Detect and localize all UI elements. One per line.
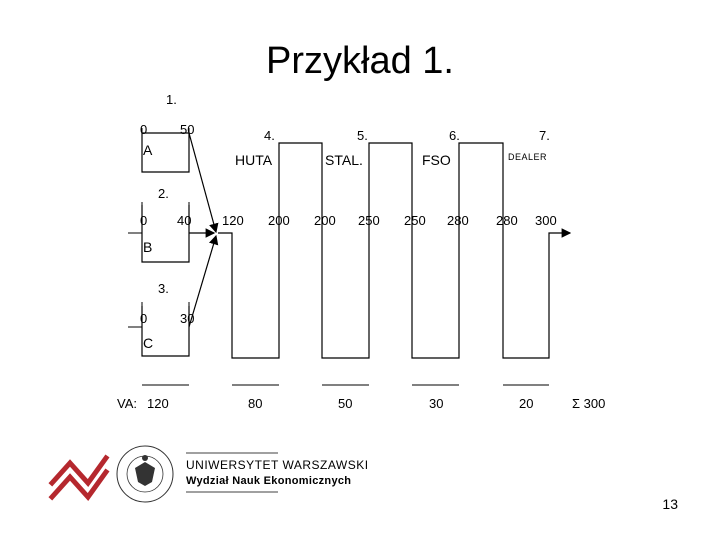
chain-7-number: 7. <box>539 128 550 143</box>
va-sum: Σ 300 <box>572 396 606 411</box>
stage-3-number: 3. <box>158 281 169 296</box>
chain-7-right-value: 300 <box>535 213 557 228</box>
stage-a-left-value: 0 <box>140 122 148 137</box>
stage-c-right-value: 30 <box>180 311 195 326</box>
chain-6-left-value: 250 <box>404 213 426 228</box>
slide-title: Przykład 1. <box>266 40 454 82</box>
chain-7-va: 20 <box>519 396 534 411</box>
chain-6-right-value: 280 <box>447 213 469 228</box>
chain-4-va: 80 <box>248 396 263 411</box>
va-label: VA: <box>117 396 137 411</box>
stage-2-number: 2. <box>158 186 169 201</box>
converging-arrows <box>189 133 216 327</box>
chain-7-left-value: 280 <box>496 213 518 228</box>
stage-1-number: 1. <box>166 92 177 107</box>
chain-6-number: 6. <box>449 128 460 143</box>
university-name: UNIWERSYTET WARSZAWSKI <box>186 458 369 472</box>
chain-4-name: HUTA <box>235 152 273 168</box>
chain-4-number: 4. <box>264 128 275 143</box>
page-number: 13 <box>662 496 678 512</box>
chain-5-va: 50 <box>338 396 353 411</box>
faculty-name: Wydział Nauk Ekonomicznych <box>186 475 352 487</box>
chain-5-name: STAL. <box>325 152 363 168</box>
stage-b-name: B <box>143 239 153 255</box>
chain-7-name: DEALER <box>508 152 548 162</box>
chain-6-va: 30 <box>429 396 444 411</box>
chain-flow-line <box>218 143 570 358</box>
va-first-value: 120 <box>147 396 169 411</box>
stage-a-right-value: 50 <box>180 122 195 137</box>
chain-5-left-value: 200 <box>314 213 336 228</box>
chain-4-right-value: 200 <box>268 213 290 228</box>
chain-5-right-value: 250 <box>358 213 380 228</box>
stage-c-name: C <box>143 335 154 351</box>
faculty-logo-mark <box>52 458 106 497</box>
stage-a-name: A <box>143 142 153 158</box>
chain-6-name: FSO <box>422 152 451 168</box>
chain-4-left-value: 120 <box>222 213 244 228</box>
stage-c-left-value: 0 <box>140 311 148 326</box>
stage-b-right-value: 40 <box>177 213 192 228</box>
chain-5-number: 5. <box>357 128 368 143</box>
university-seal-icon <box>117 446 173 502</box>
stage-b-left-value: 0 <box>140 213 148 228</box>
